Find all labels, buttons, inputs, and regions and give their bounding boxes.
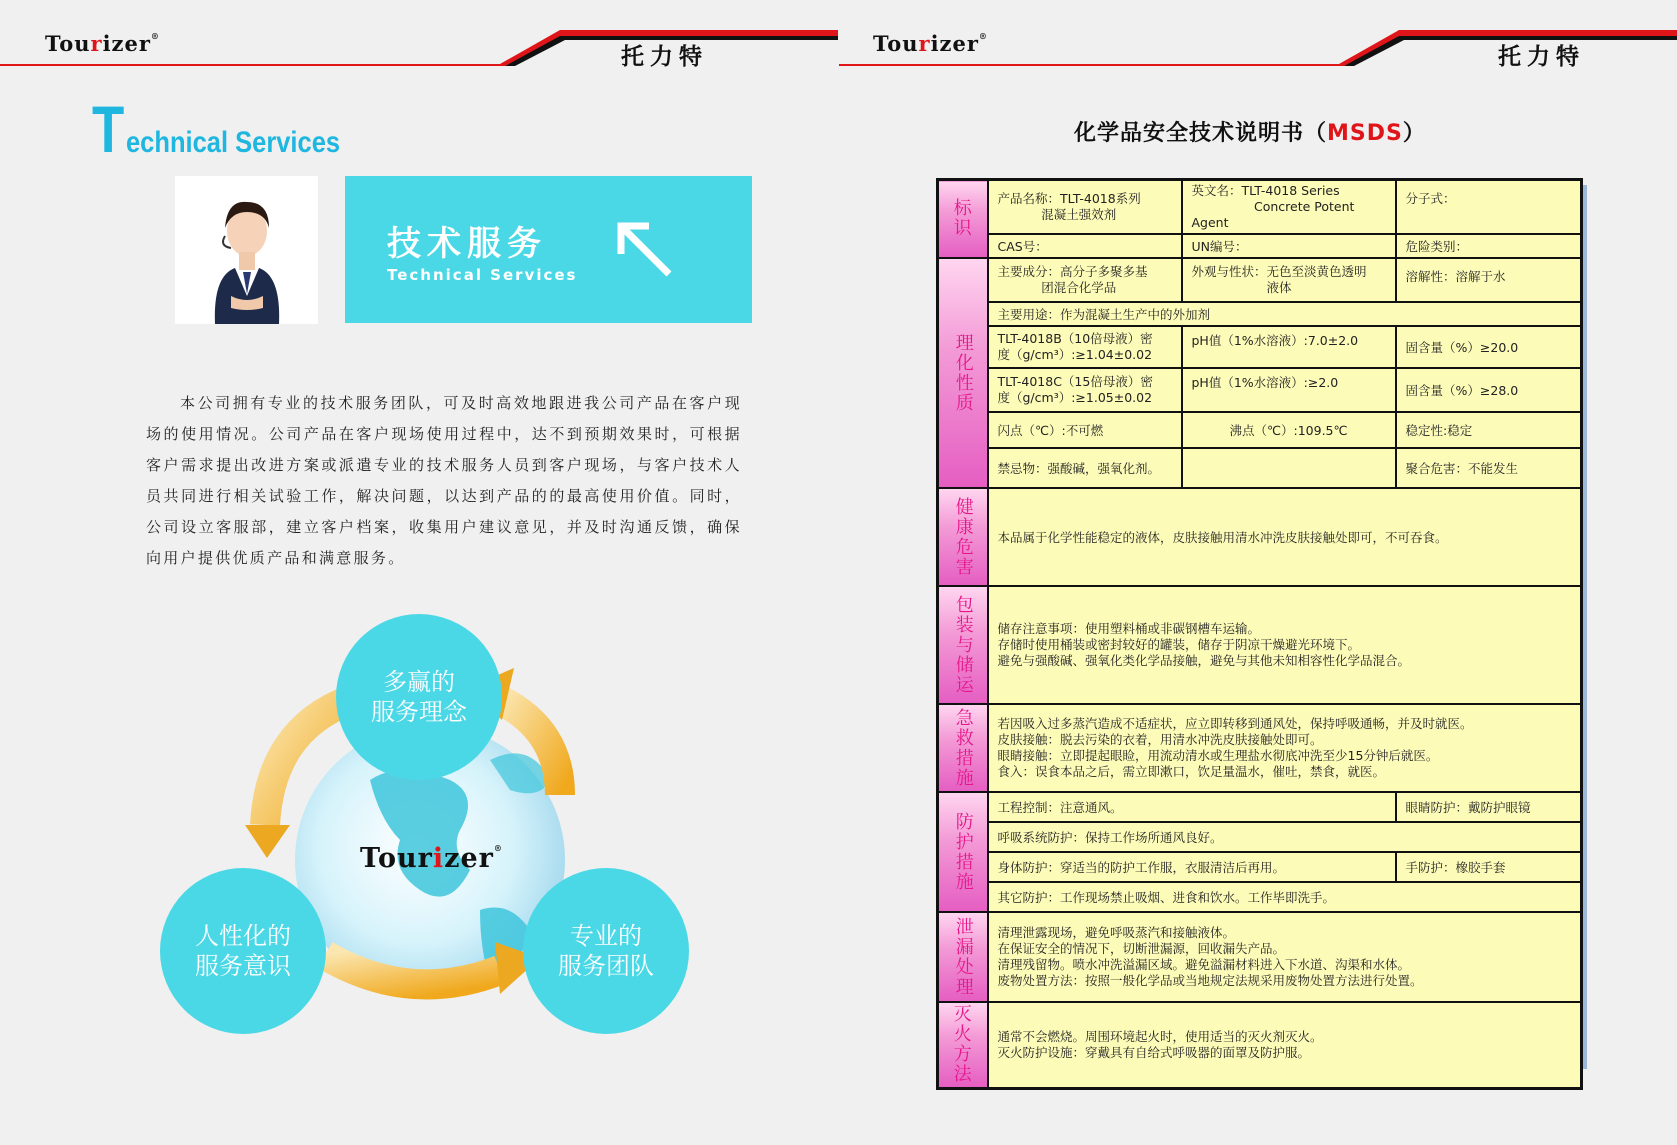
un-cell: UN编号： — [1182, 234, 1396, 258]
b-solid-cell: 固含量（%）≥20.0 — [1396, 326, 1582, 368]
section-title-rest: echnical Services — [126, 126, 341, 159]
empty-cell — [1182, 448, 1396, 488]
arrow-up-left-icon — [615, 220, 675, 280]
c-density-cell: TLT-4018C（15倍母液）密 度（g/cm³）:≥1.05±0.02 — [988, 368, 1182, 412]
eye-protect-cell: 眼睛防护：戴防护眼镜 — [1396, 792, 1582, 822]
brand-logo: Tourizer® — [45, 31, 160, 56]
appearance-cell: 外观与性状：无色至淡黄色透明 液体 — [1182, 258, 1396, 302]
solubility-cell: 溶解性：溶解于水 — [1396, 258, 1582, 302]
hand-protect-cell: 手防护：橡胶手套 — [1396, 852, 1582, 882]
cas-cell: CAS号： — [988, 234, 1182, 258]
cat-protection: 防护措施 — [938, 792, 988, 912]
usage-cell: 主要用途：作为混凝土生产中的外加剂 — [988, 302, 1582, 326]
danger-cell: 危险类别： — [1396, 234, 1582, 258]
header-left — [0, 0, 838, 80]
table-row — [938, 412, 1582, 448]
banner-title-cn: 技术服务 — [387, 224, 547, 264]
health-cell: 本品属于化学性能稳定的液体，皮肤接触用清水冲洗皮肤接触处即可，不可吞食。 — [988, 488, 1582, 586]
other-protect-cell: 其它防护：工作现场禁止吸烟、进食和饮水。工作毕即洗手。 — [988, 882, 1582, 912]
packaging-cell: 储存注意事项：使用塑料桶或非碳钢槽车运输。 存储时使用桶装或密封较好的罐装，储存于阴凉干燥避光环境下。 避免与强酸碱、强氧化类化学品接触，避免与其他未知相容性化学品混合。 — [988, 586, 1582, 704]
flash-cell: 闪点（℃）:不可燃 — [988, 412, 1182, 448]
table-row — [938, 912, 1582, 1002]
cn-brand: 托力特 — [1498, 43, 1585, 70]
left-page — [0, 0, 838, 1145]
boil-cell: 沸点（℃）:109.5℃ — [1182, 412, 1396, 448]
cn-brand: 托力特 — [621, 43, 708, 70]
brand-logo: Tourizer® — [873, 31, 988, 56]
body-protect-cell: 身体防护：穿适当的防护工作服，衣服清洁后再用。 — [988, 852, 1396, 882]
b-ph-cell: pH值（1%水溶液）:7.0±2.0 — [1182, 326, 1396, 368]
cat-identification: 标识 — [938, 180, 988, 259]
table-row — [938, 1002, 1582, 1089]
globe-brand-logo: Tourizer® — [360, 843, 503, 874]
c-solid-cell: 固含量（%）≥28.0 — [1396, 368, 1582, 412]
stability-cell: 稳定性:稳定 — [1396, 412, 1582, 448]
service-cycle-diagram — [150, 610, 710, 1050]
c-ph-cell: pH值（1%水溶液）:≥2.0 — [1182, 368, 1396, 412]
cat-health: 健康危害 — [938, 488, 988, 586]
composition-cell: 主要成分：高分子多聚多基 团混合化学品 — [988, 258, 1182, 302]
leak-cell: 清理泄露现场，避免呼吸蒸汽和接触液体。 在保证安全的情况下，切断泄漏源，回收漏失产品。 清理残留物。喷水冲洗溢漏区域。避免溢漏材料进入下水道、沟渠和水体。 废物处置方法：按照一般化学品或当地规定法规采用废物处置方法进行处置。 — [988, 912, 1582, 1002]
b-density-cell: TLT-4018B（10倍母液）密 度（g/cm³）:≥1.04±0.02 — [988, 326, 1182, 368]
right-page — [839, 0, 1677, 1145]
banner-title-en: Technical Services — [387, 266, 578, 284]
section-title — [92, 92, 378, 166]
service-staff-photo — [175, 176, 318, 324]
eng-control-cell: 工程控制：注意通风。 — [988, 792, 1396, 822]
table-row — [938, 488, 1582, 586]
cat-first-aid: 急救措施 — [938, 704, 988, 792]
english-name-cell: 英文名：TLT-4018 Series Concrete Potent Agent — [1182, 180, 1396, 235]
cat-physicochemical: 理化性质 — [938, 258, 988, 488]
table-row — [938, 852, 1582, 882]
table-row — [938, 302, 1582, 326]
circle-humanized: 人性化的 服务意识 — [160, 868, 326, 1034]
msds-table — [936, 178, 1583, 1090]
msds-table-wrapper — [936, 178, 1580, 1085]
table-row — [938, 326, 1582, 368]
cat-packaging: 包装与储运 — [938, 586, 988, 704]
tech-service-banner — [345, 176, 752, 323]
table-row — [938, 448, 1582, 488]
table-row — [938, 180, 1582, 235]
table-row — [938, 882, 1582, 912]
product-name-cell: 产品名称：TLT-4018系列 混凝土强效剂 — [988, 180, 1182, 235]
table-row — [938, 258, 1582, 302]
fire-cell: 通常不会燃烧。周围环境起火时，使用适当的灭火剂灭火。 灭火防护设施：穿戴具有自给式呼吸器的面罩及防护服。 — [988, 1002, 1582, 1089]
table-row — [938, 704, 1582, 792]
resp-protect-cell: 呼吸系统防护：保持工作场所通风良好。 — [988, 822, 1582, 852]
section-title-initial: T — [92, 92, 125, 166]
taboo-cell: 禁忌物：强酸碱，强氧化剂。 — [988, 448, 1182, 488]
cat-leak: 泄漏处理 — [938, 912, 988, 1002]
cat-fire: 灭火方法 — [938, 1002, 988, 1089]
table-row — [938, 822, 1582, 852]
table-row — [938, 368, 1582, 412]
circle-win-win: 多赢的 服务理念 — [336, 614, 502, 780]
first-aid-cell: 若因吸入过多蒸汽造成不适症状，应立即转移到通风处，保持呼吸通畅，并及时就医。 皮肤接触：脱去污染的衣着，用清水冲洗皮肤接触处即可。 眼睛接触：立即提起眼睑，用流动清水或生理盐水彻底冲洗至少15分钟后就医。 食入：误食本品之后，需立即漱口，饮足量温水，催吐，禁食，就医。 — [988, 704, 1582, 792]
formula-cell: 分子式： — [1396, 180, 1582, 235]
msds-title: 化学品安全技术说明书（MSDS） — [1074, 121, 1426, 146]
header-right — [839, 0, 1677, 80]
intro-paragraph: 本公司拥有专业的技术服务团队，可及时高效地跟进我公司产品在客户现场的使用情况。公司产品在客户现场使用过程中，达不到预期效果时，可根据客户需求提出改进方案或派遣专业的技术服务人员到客户现场，与客户技术人员共同进行相关试验工作，解决问题，以达到产品的的最高使用价值。同时，公司设立客服部，建立客户档案，收集用户建议意见，并及时沟通反馈，确保向用户提供优质产品和满意服务。 — [146, 394, 742, 567]
table-row — [938, 586, 1582, 704]
polymer-cell: 聚合危害：不能发生 — [1396, 448, 1582, 488]
table-row — [938, 234, 1582, 258]
table-row — [938, 792, 1582, 822]
circle-professional: 专业的 服务团队 — [523, 868, 689, 1034]
